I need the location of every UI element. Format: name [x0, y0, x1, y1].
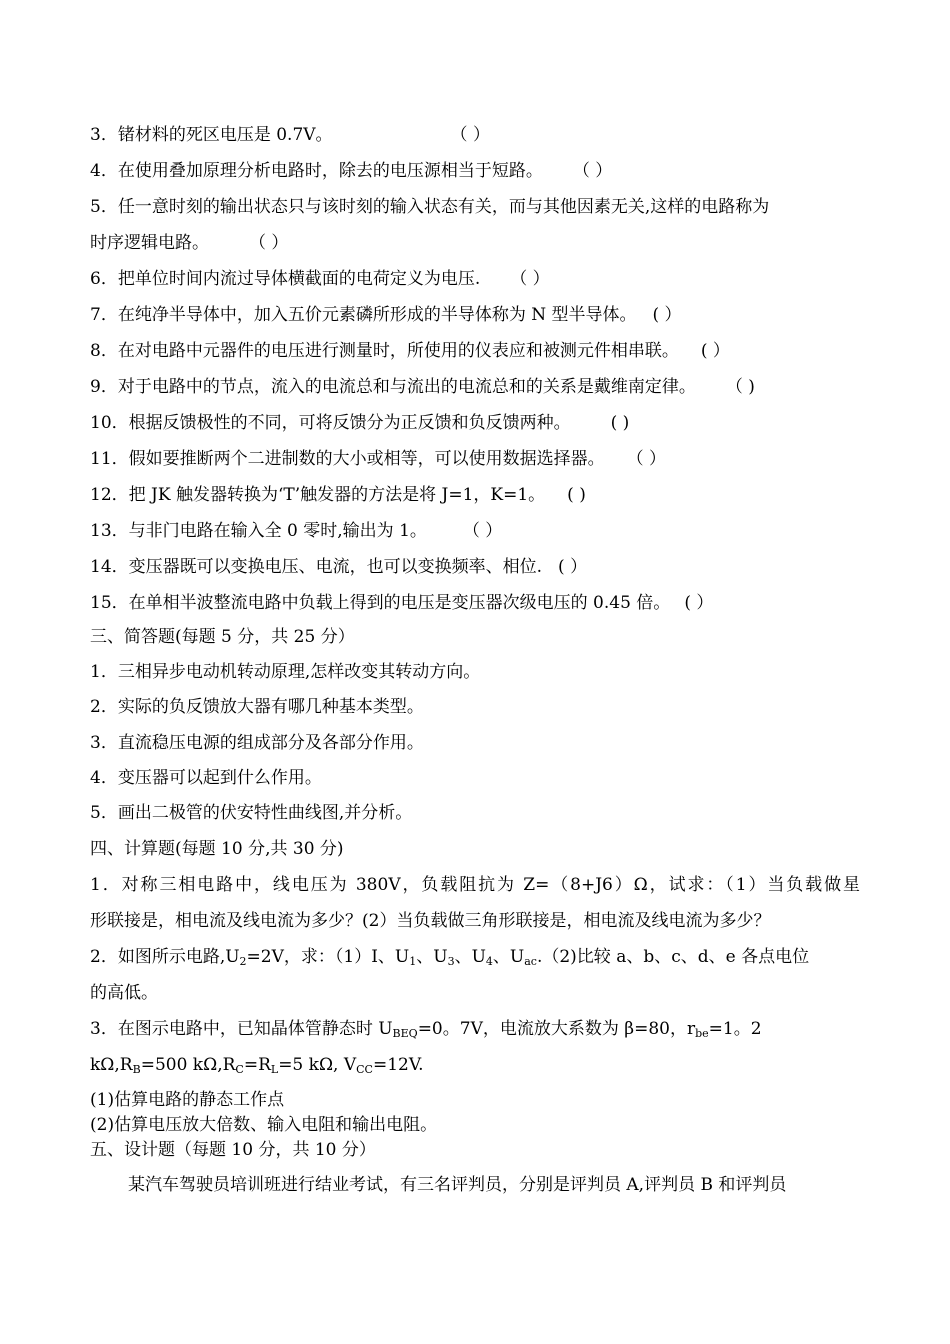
judge-item-5	[90, 196, 769, 218]
text: 、U	[492, 947, 525, 967]
subscript: CC	[356, 1063, 373, 1076]
calc-q2-line1	[90, 946, 809, 968]
judge-item-7	[90, 304, 682, 326]
item-text: 在单相半波整流电路中负载上得到的电压是变压器次级电压的 0.45 倍。	[128, 593, 671, 613]
item-text: 假如要推断两个二进制数的大小或相等，可以使用数据选择器。	[128, 449, 605, 469]
subscript: BEQ	[392, 1027, 418, 1040]
subscript: ac	[524, 955, 537, 968]
judge-item-8	[90, 340, 730, 362]
text: =R	[243, 1055, 271, 1075]
section-3-title: 三、简答题(每题 5 分，共 25 分）	[90, 627, 355, 647]
item-text: 任一意时刻的输出状态只与该时刻的输入状态有关，而与其他因素无关,这样的电路称为	[117, 197, 770, 217]
answer-blank[interactable]: ( ）	[652, 305, 682, 325]
item-number: 10．	[90, 413, 129, 433]
judge-item-13	[90, 520, 502, 542]
subscript: 2	[239, 955, 247, 968]
judge-item-11	[90, 448, 666, 470]
text: =2V，求：（1）I、U	[246, 947, 410, 967]
item-text: 在使用叠加原理分析电路时，除去的电压源相当于短路。	[117, 161, 543, 181]
answer-blank[interactable]: （ ）	[249, 233, 289, 253]
item-text: 时序逻辑电路。	[90, 233, 209, 253]
item-number: 9．	[90, 377, 118, 397]
answer-blank[interactable]: ( ）	[558, 557, 588, 577]
item-text: 对于电路中的节点，流入的电流总和与流出的电流总和的关系是戴维南定律。	[117, 377, 696, 397]
answer-blank[interactable]: （ ）	[510, 269, 550, 289]
subscript: 1	[409, 955, 417, 968]
judge-item-4	[90, 160, 612, 182]
text: =1。2	[708, 1019, 762, 1039]
judge-item-9	[90, 376, 755, 398]
item-number: 4．	[90, 161, 118, 181]
short-answer-item-2: 2．实际的负反馈放大器有哪几种基本类型。	[90, 697, 424, 717]
item-text: 把单位时间内流过导体横截面的电荷定义为电压.	[117, 269, 481, 289]
item-number: 12．	[90, 485, 129, 505]
item-text: 与非门电路在输入全 0 零时,输出为 1。	[128, 521, 427, 541]
text: =5 kΩ, V	[278, 1055, 357, 1075]
item-text: 变压器既可以变换电压、电流，也可以变换频率、相位.	[128, 557, 543, 577]
text: 2．如图所示电路,U	[90, 947, 240, 967]
short-answer-item-1: 1．三相异步电动机转动原理,怎样改变其转动方向。	[90, 662, 481, 682]
section-5-title: 五、设计题（每题 10 分，共 10 分）	[90, 1140, 376, 1160]
subscript: L	[270, 1063, 279, 1076]
judge-item-15	[90, 592, 713, 614]
item-text: 在纯净半导体中，加入五价元素磷所形成的半导体称为 N 型半导体。	[117, 305, 637, 325]
judge-item-14	[90, 556, 587, 578]
text: 3．在图示电路中，已知晶体管静态时 U	[90, 1019, 393, 1039]
judge-item-6	[90, 268, 550, 290]
subscript: 3	[447, 955, 455, 968]
item-number: 3．	[90, 125, 118, 145]
item-number: 5．	[90, 197, 118, 217]
text: =12V.	[372, 1055, 424, 1075]
item-text: 锗材料的死区电压是 0.7V。	[117, 125, 333, 145]
answer-blank[interactable]: ( ）	[684, 593, 714, 613]
item-number: 13．	[90, 521, 129, 541]
answer-blank[interactable]: （ ）	[572, 161, 613, 181]
item-number: 11．	[90, 449, 129, 469]
answer-blank[interactable]: ( )	[567, 485, 586, 505]
text: 、U	[416, 947, 448, 967]
answer-blank[interactable]: （ ）	[450, 125, 490, 145]
item-number: 7．	[90, 305, 118, 325]
item-text: 在对电路中元器件的电压进行测量时，所使用的仪表应和被测元件相串联。	[117, 341, 679, 361]
calc-q1-line2: 形联接是，相电流及线电流为多少？(2）当负载做三角形联接是，相电流及线电流为多少？	[90, 911, 771, 931]
subscript: be	[695, 1027, 709, 1040]
short-answer-item-3: 3．直流稳压电源的组成部分及各部分作用。	[90, 733, 424, 753]
short-answer-item-4: 4．变压器可以起到什么作用。	[90, 768, 322, 788]
calc-q3-part1: (1)估算电路的静态工作点	[90, 1090, 285, 1110]
answer-blank[interactable]: （ ）	[462, 521, 503, 541]
answer-blank[interactable]: ( )	[610, 413, 630, 433]
calc-q3-line1	[90, 1018, 762, 1040]
judge-item-3	[90, 124, 490, 146]
text: =0。7V，电流放大系数为 β=80，r	[417, 1019, 696, 1039]
item-number: 14．	[90, 557, 129, 577]
calc-q2-line2: 的高低。	[90, 983, 158, 1003]
calc-q1-line1: 1．对称三相电路中，线电压为 380V，负载阻抗为 Z=（8+J6）Ω，试求：（1）当负载做星	[90, 875, 860, 895]
short-answer-item-5: 5．画出二极管的伏安特性曲线图,并分析。	[90, 803, 413, 823]
calc-q3-line2	[90, 1054, 424, 1076]
answer-blank[interactable]: （ )	[725, 377, 755, 397]
section-4-title: 四、计算题(每题 10 分,共 30 分)	[90, 839, 344, 859]
design-question-paragraph: 某汽车驾驶员培训班进行结业考试，有三名评判员，分别是评判员 A,评判员 B 和评判员	[128, 1175, 787, 1195]
text: .（2)比较 a、b、c、d、e 各点电位	[536, 947, 810, 967]
text: =500 kΩ,R	[140, 1055, 236, 1075]
answer-blank[interactable]: （ ）	[626, 449, 667, 469]
text: kΩ,R	[90, 1055, 133, 1075]
judge-item-10	[90, 412, 629, 434]
subscript: 4	[485, 955, 493, 968]
text: 、U	[454, 947, 486, 967]
judge-item-5-cont	[90, 232, 288, 254]
item-text: 根据反馈极性的不同，可将反馈分为正反馈和负反馈两种。	[128, 413, 571, 433]
calc-q3-part2: (2)估算电压放大倍数、输入电阻和输出电阻。	[90, 1115, 438, 1135]
answer-blank[interactable]: ( ）	[700, 341, 730, 361]
item-text: 把 JK 触发器转换为‘T’触发器的方法是将 J=1，K=1。	[128, 485, 546, 505]
subscript: C	[235, 1063, 244, 1076]
item-number: 15．	[90, 593, 129, 613]
judge-item-12	[90, 484, 586, 506]
subscript: B	[132, 1063, 141, 1076]
item-number: 6．	[90, 269, 118, 289]
item-number: 8．	[90, 341, 118, 361]
